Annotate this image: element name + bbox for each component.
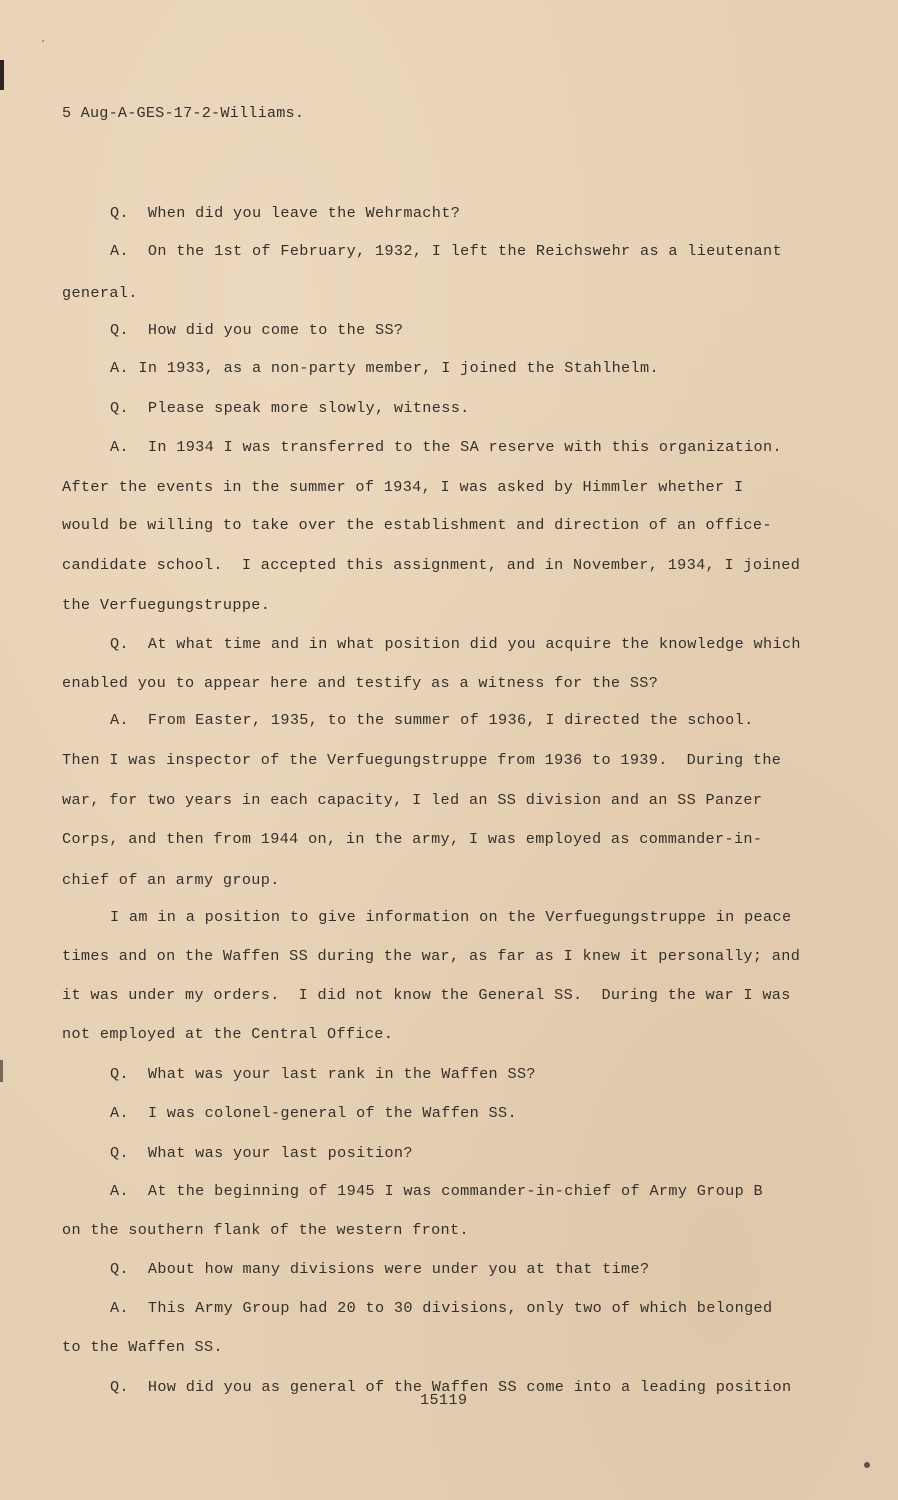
transcript-line: war, for two years in each capacity, I led an SS division and an SS Panzer: [62, 791, 763, 809]
transcript-line: A. This Army Group had 20 to 30 divisions, only two of which belonged: [110, 1299, 773, 1317]
document-reference: 5 Aug-A-GES-17-2-Williams.: [62, 104, 305, 122]
transcript-line: the Verfuegungstruppe.: [62, 596, 271, 614]
transcript-line: Q. What was your last position?: [110, 1144, 413, 1162]
transcript-line: times and on the Waffen SS during the war, as far as I knew it personally; and: [62, 947, 801, 965]
transcript-line: A. At the beginning of 1945 I was commander-in-chief of Army Group B: [110, 1182, 764, 1200]
transcript-line: chief of an army group.: [62, 871, 280, 889]
transcript-line: After the events in the summer of 1934, I was asked by Himmler whether I: [62, 478, 744, 496]
transcript-line: would be willing to take over the establishment and direction of an office-: [62, 516, 772, 534]
paper-speck: [42, 40, 44, 42]
transcript-line: on the southern flank of the western front.: [62, 1221, 469, 1239]
transcript-line: A. In 1934 I was transferred to the SA reserve with this organization.: [110, 438, 782, 456]
binder-hole-mark: [0, 1060, 3, 1082]
transcript-line: Then I was inspector of the Verfuegungstruppe from 1936 to 1939. During the: [62, 751, 782, 769]
transcript-line: Q. At what time and in what position did you acquire the knowledge which: [110, 635, 801, 653]
transcript-line: candidate school. I accepted this assignment, and in November, 1934, I joined: [62, 556, 801, 574]
transcript-line: Q. What was your last rank in the Waffen SS?: [110, 1065, 536, 1083]
transcript-line: to the Waffen SS.: [62, 1338, 223, 1356]
transcript-line: A. On the 1st of February, 1932, I left the Reichswehr as a lieutenant: [110, 242, 782, 260]
paper-speck: [864, 1462, 870, 1468]
transcript-line: Q. About how many divisions were under you at that time?: [110, 1260, 650, 1278]
binder-hole-mark: [0, 60, 4, 90]
transcript-line: not employed at the Central Office.: [62, 1025, 394, 1043]
page-number: 15119: [420, 1392, 468, 1409]
transcript-line: Q. When did you leave the Wehrmacht?: [110, 204, 461, 222]
transcript-line: enabled you to appear here and testify as a witness for the SS?: [62, 674, 659, 692]
transcript-line: Q. How did you come to the SS?: [110, 321, 404, 339]
transcript-line: it was under my orders. I did not know the General SS. During the war I was: [62, 986, 791, 1004]
transcript-line: Q. Please speak more slowly, witness.: [110, 399, 470, 417]
transcript-line: general.: [62, 284, 138, 302]
transcript-line: I am in a position to give information on the Verfuegungstruppe in peace: [110, 908, 792, 926]
transcript-line: A. I was colonel-general of the Waffen SS.: [110, 1104, 517, 1122]
transcript-line: Q. How did you as general of the Waffen SS come into a leading position: [110, 1378, 792, 1396]
transcript-line: A. From Easter, 1935, to the summer of 1936, I directed the school.: [110, 711, 754, 729]
transcript-line: A. In 1933, as a non-party member, I joined the Stahlhelm.: [110, 359, 659, 377]
transcript-line: Corps, and then from 1944 on, in the army, I was employed as commander-in-: [62, 830, 763, 848]
